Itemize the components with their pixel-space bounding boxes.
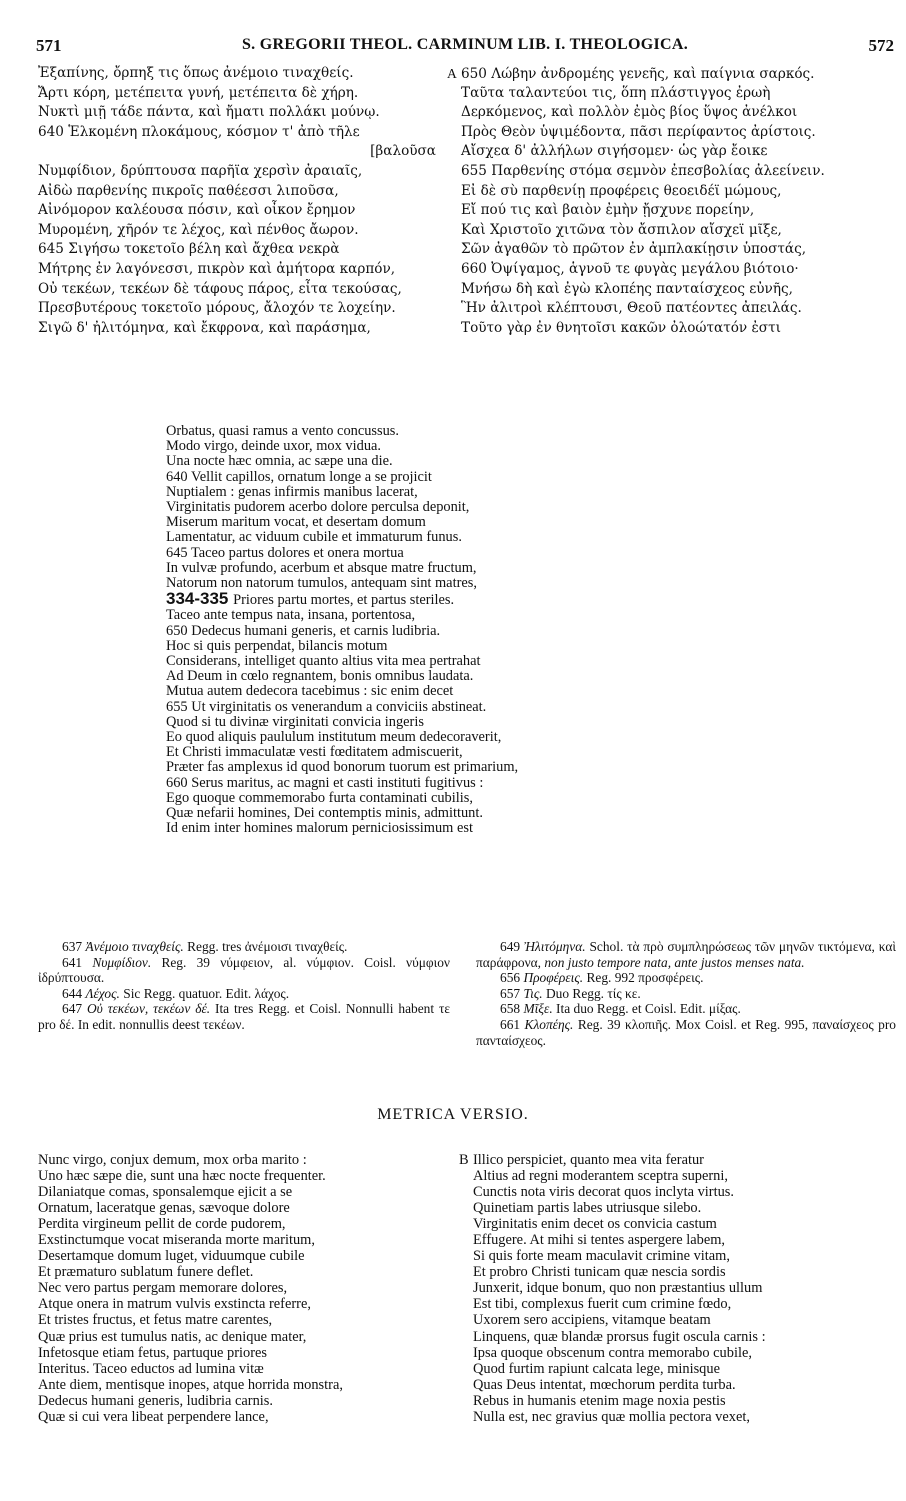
note-text: Reg. 39 νύμφειον, al. νύμφιον. Coisl. νύμφιον ἰδρύπτουσα.: [38, 954, 450, 986]
note-lemma: Μῖξε.: [523, 1001, 557, 1017]
verse-line: Uno hæc sæpe die, sunt una hæc nocte frequenter.: [38, 1168, 326, 1185]
note-lemma: Τις.: [523, 985, 546, 1001]
verse-line: [459, 1409, 899, 1425]
greek-verse-line: [38, 319, 448, 339]
line-number: 640: [166, 468, 191, 485]
latin-line: [166, 470, 766, 485]
greek-verse-text: Νυμφίδιον, δρύπτουσα παρῆϊα χερσὶν ἀραιαῖς,: [38, 162, 363, 179]
verse-text: Si quis forte meam maculavit crimine vitam,: [473, 1248, 730, 1265]
line-number: 645: [38, 241, 69, 258]
verse-text: Quas Deus intentat, mœchorum perdita turba.: [473, 1376, 736, 1393]
greek-verse-line: [38, 299, 448, 319]
latin-line: [166, 806, 766, 821]
greek-verse-line: [447, 103, 897, 123]
greek-verse-text: Σιγήσω τοκετοῖο βέλη καὶ ἄχθεα νεκρὰ: [68, 241, 340, 258]
verse-line: [459, 1312, 899, 1328]
note-line-number: 649: [500, 939, 524, 954]
critical-note: [476, 1001, 896, 1017]
verse-line: Atque onera in matrum vulvis exstincta referre,: [38, 1296, 311, 1313]
verse-text: Ipsa quoque obscenum contra memorabo cubile,: [473, 1344, 752, 1361]
greek-verse-text: Πρὸς Θεὸν ὑψιμέδοντα, πᾶσι περίφαντος ἀρίστοις.: [461, 123, 816, 140]
line-number: 640: [38, 123, 69, 140]
latin-text: Virginitatis pudorem acerbo dolore perculsa deponit,: [166, 499, 470, 516]
latin-text: In vulvæ profundo, acerbum et absque matre fructum,: [166, 559, 477, 576]
verse-text: Illico perspiciet, quanto mea vita feratur: [473, 1152, 704, 1168]
line-number: 655: [461, 162, 492, 179]
note-text: Sic Regg. quatuor. Edit. λάχος.: [123, 985, 290, 1001]
latin-text: Ad Deum in cœlo regnantem, bonis omnibus laudata.: [166, 668, 474, 685]
verse-line: [459, 1168, 899, 1184]
greek-verse-line: [38, 182, 448, 202]
greek-verse-text: Ὀψίγαμος, ἁγνοῦ τε φυγὰς μεγάλου βιότοιο·: [491, 260, 799, 277]
latin-line: [166, 439, 766, 454]
verse-line: Ante diem, mentisque inopes, atque horrida monstra,: [38, 1376, 343, 1393]
critical-note: [476, 970, 896, 986]
verse-text: Virginitatis enim decet os convicia castum: [473, 1216, 717, 1233]
verse-line: Dedecus humani generis, ludibria carnis.: [38, 1392, 273, 1409]
greek-verse-line: [38, 84, 448, 104]
note-line-number: 647: [62, 1001, 87, 1017]
latin-text: Id enim inter homines malorum perniciosissimum est: [166, 820, 473, 837]
note-text: Regg. tres ἀνέμοισι τιναχθείς.: [187, 939, 348, 954]
verse-line: Dilaniatque comas, sponsalemque ejicit a se: [38, 1184, 293, 1201]
note-line-number: 661: [500, 1016, 525, 1032]
verse-line: [459, 1345, 899, 1361]
line-number: 655: [166, 698, 192, 715]
greek-verse-text: Αἰδὼ παρθενίης πικροῖς παθέεσσι λιποῦσα,: [38, 182, 339, 199]
greek-verse-line: [447, 240, 897, 260]
greek-verse-text: Οὐ τεκέων, τεκέων δὲ τάφους πάρος, εἶτα τεκούσας,: [38, 280, 402, 297]
latin-line: [166, 561, 766, 576]
verse-text: Effugere. At mihi si tentes aspergere labem,: [473, 1232, 726, 1249]
metrica-versio-left: [38, 1152, 458, 1425]
critical-notes-right: [476, 939, 896, 1048]
latin-line: [166, 776, 766, 791]
margin-letter: B: [459, 1152, 469, 1168]
greek-verse-line: [38, 260, 448, 280]
greek-verse-line: [447, 221, 897, 241]
greek-verse-text: [βαλοῦσα: [370, 143, 436, 160]
latin-line: [166, 700, 766, 715]
verse-text: Cunctis nota viris decorat quos inclyta virtus.: [473, 1184, 734, 1201]
note-line-number: 637: [62, 939, 86, 954]
latin-text: Et Christi immaculatæ vesti fœditatem admiscuerit,: [166, 744, 463, 761]
latin-line: [166, 576, 766, 591]
greek-verse-text: Πρεσβυτέρους τοκετοῖο μόρους, ἄλοχόν τε λοχείην.: [38, 300, 396, 317]
latin-line: [166, 654, 766, 669]
verse-line: [459, 1377, 899, 1393]
latin-line: [166, 730, 766, 745]
verse-line: [459, 1216, 899, 1232]
verse-text: Nulla est, nec gravius quæ mollia pectora vexet,: [473, 1408, 750, 1425]
verse-line: Nec vero partus pergam memorare dolores,: [38, 1280, 288, 1297]
greek-verse-line: [447, 319, 897, 339]
verse-text: Altius ad regni moderantem sceptra superni,: [473, 1168, 728, 1185]
greek-verse-text: Αἰνόμορον καλέουσα πόσιν, καὶ οἶκον ἔρημον: [38, 202, 356, 219]
note-line-number: 658: [500, 1001, 524, 1017]
running-header: [36, 36, 894, 56]
greek-verse-text: Σῶν ἀγαθῶν τὸ πρῶτον ἐν ἀμπλακίῃσιν ὑποστάς,: [461, 241, 807, 258]
latin-text: Priores partu mortes, et partus steriles.: [233, 592, 455, 609]
critical-note: [38, 939, 450, 955]
line-number: 650: [166, 622, 192, 639]
verse-line: Exstinctumque vocat miseranda morte maritum,: [38, 1232, 315, 1249]
latin-line: [166, 485, 766, 500]
critical-note: [476, 986, 896, 1002]
greek-verse-line: [38, 240, 448, 260]
greek-verse-line: [38, 221, 448, 241]
greek-verse-line: [447, 182, 897, 202]
latin-line: [166, 454, 766, 469]
line-number: 660: [461, 260, 492, 277]
latin-text: Hoc si quis perpendat, bilancis motum: [166, 637, 388, 654]
verse-text: Junxerit, idque bonum, quo non præstantius ullum: [473, 1280, 763, 1297]
verse-text: Quinetiam partis labes utriusque silebo.: [473, 1200, 702, 1217]
verse-text: Et probro Christi tunicam quæ nescia sordis: [473, 1264, 726, 1281]
section-title: METRICA VERSIO.: [377, 1106, 529, 1123]
greek-verse-line: [38, 123, 448, 143]
note-lemma: Λέχος.: [85, 985, 124, 1001]
greek-verse-line: [447, 299, 897, 319]
critical-note: [476, 1017, 896, 1048]
latin-text: Serus maritus, ac magni et casti instituti fugitivus :: [191, 774, 484, 791]
verse-line: Interitus. Taceo eductos ad lumina vitæ: [38, 1360, 264, 1377]
greek-verse-text: Μνήσω δὴ καὶ ἐγὼ κλοπέης πανταίσχεος εὐνῆς,: [461, 280, 793, 297]
greek-verse-line: [38, 64, 448, 84]
verse-text: Est tibi, complexus fuerit cum crimine fœdo,: [473, 1296, 732, 1313]
latin-line: [166, 500, 766, 515]
greek-verse-line: [447, 142, 897, 162]
verse-text: Uxorem sero accipiens, vitamque beatam: [473, 1312, 711, 1329]
note-text: Reg. 39 κλοπιῆς. Mox Coisl. et Reg. 995, παναίσχεος pro πανταίσχεος.: [476, 1016, 897, 1048]
verse-line: Nunc virgo, conjux demum, mox orba marito :: [38, 1152, 307, 1168]
verse-line: Et præmaturo sublatum funere deflet.: [38, 1264, 254, 1281]
greek-verse-text: Ἣν ἀλιτροὶ κλέπτουσι, Θεοῦ πατέοντες ἀπειλάς.: [461, 300, 802, 317]
greek-text-left-column: [38, 64, 448, 338]
note-gloss: non justo tempore nata, ante justos menses nata.: [544, 954, 805, 970]
latin-line: [166, 745, 766, 760]
verse-line: Desertamque domum luget, viduumque cubile: [38, 1248, 305, 1265]
greek-verse-line: [447, 201, 897, 221]
greek-verse-line: [447, 84, 897, 104]
verse-line: Ornatum, laceratque genas, sævoque dolore: [38, 1200, 290, 1217]
verse-line: [459, 1152, 899, 1168]
note-text: Reg. 992 προσφέρεις.: [586, 970, 704, 986]
verse-line: [459, 1232, 899, 1248]
latin-text: Vellit capillos, ornatum longe a se projicit: [190, 468, 432, 485]
greek-verse-text: Παρθενίης στόμα σεμνὸν ἐπεσβολίας ἀλεείνειν.: [491, 162, 825, 179]
verse-text: Rebus in humanis etenim mage noxia pestis: [473, 1392, 726, 1409]
note-text: Ita tres Regg. et Coisl. Nonnulli habent τε pro δέ. In edit. nonnullis deest τεκέων.: [38, 1001, 450, 1032]
latin-line: [166, 821, 766, 836]
greek-verse-text: Εἴ πού τις καὶ βαιὸν ἐμὴν ᾔσχυνε πορείην,: [461, 202, 755, 219]
note-lemma: Νυμφίδιον.: [92, 954, 162, 970]
greek-verse-text: Δερκόμενος, καὶ πολλὸν ἐμὸς βίος ὕψος ἀνέλκοι: [461, 104, 798, 121]
latin-prose-translation: [166, 424, 766, 836]
critical-note: [38, 986, 450, 1002]
greek-verse-text: Ἄρτι κόρη, μετέπειτα γυνή, μετέπειτα δὲ χήρη.: [38, 84, 359, 101]
latin-line: [166, 546, 766, 561]
verse-line: [459, 1329, 899, 1345]
latin-text: Orbatus, quasi ramus a vento concussus.: [166, 423, 400, 439]
latin-text: Modo virgo, deinde uxor, mox vidua.: [166, 438, 381, 455]
migne-column-number: 334-335: [166, 589, 234, 609]
greek-verse-line: [38, 162, 448, 182]
latin-text: Præter fas amplexus id quod bonorum tuorum est primarium,: [166, 759, 519, 776]
greek-verse-line: [38, 103, 448, 123]
note-line-number: 644: [62, 985, 86, 1001]
note-lemma: Οὐ τεκέων, τεκέων δέ.: [87, 1001, 215, 1017]
verse-line: Et tristes fructus, et fetus matre carentes,: [38, 1312, 273, 1329]
latin-line: [166, 424, 766, 439]
page-number-left: 571: [36, 36, 62, 55]
verse-line: [459, 1248, 899, 1264]
verse-line: [459, 1296, 899, 1312]
note-line-number: 641: [62, 954, 93, 970]
latin-text: Taceo ante tempus nata, insana, portentosa,: [166, 607, 416, 624]
verse-line: [459, 1264, 899, 1280]
greek-verse-text: Αἴσχεα δ' ἀλλήλων σιγήσομεν· ὡς γὰρ ἔοικε: [461, 143, 768, 160]
verse-line: [459, 1393, 899, 1409]
latin-text: Nuptialem : genas infirmis manibus lacerat,: [166, 483, 418, 500]
note-lemma: Ἠλιτόμηνα.: [523, 939, 590, 954]
latin-text: Dedecus humani generis, et carnis ludibria.: [191, 622, 441, 639]
verse-line: Quæ si cui vera libeat perpendere lance,: [38, 1408, 269, 1425]
latin-line: [166, 639, 766, 654]
verse-line: [459, 1184, 899, 1200]
line-number: 650: [461, 66, 492, 82]
latin-line: [166, 608, 766, 623]
critical-note: [476, 939, 896, 970]
greek-verse-text: Νυκτὶ μιῇ τάδε πάντα, καὶ ἤματι πολλάκι μούνῳ.: [38, 104, 380, 121]
latin-text: Taceo partus dolores et onera mortua: [190, 544, 404, 561]
page-number-right: 572: [868, 36, 894, 55]
critical-note: [38, 955, 450, 986]
verse-line: Infetosque etiam fetus, partuque priores: [38, 1344, 267, 1361]
greek-verse-text: Μυρομένη, χῆρόν τε λέχος, καὶ πένθος ἄωρον.: [38, 221, 359, 238]
note-text: Ita duo Regg. et Coisl. Edit. μίξας.: [556, 1001, 741, 1017]
line-number: 660: [166, 774, 192, 791]
verse-line: [459, 1280, 899, 1296]
greek-verse-text: Ἐξαπίνης, ὄρπηξ τις ὅπως ἀνέμοιο τιναχθείς.: [38, 65, 354, 81]
latin-text: Ut virginitatis os venerandum a conviciis abstineat.: [191, 698, 487, 715]
greek-verse-text: Ταῦτα ταλαντεύοι τις, ὅπη πλάστιγγος ἐρωὴ: [461, 84, 771, 101]
latin-text: Una nocte hæc omnia, ac sæpe una die.: [166, 453, 393, 470]
latin-line: [166, 760, 766, 775]
latin-text: Mutua autem dedecora tacebimus : sic enim decet: [166, 683, 454, 700]
latin-line: [166, 591, 766, 608]
verse-line: [459, 1361, 899, 1377]
note-text: Duo Regg. τίς κε.: [546, 985, 641, 1001]
latin-line: [166, 624, 766, 639]
latin-text: Considerans, intelliget quanto altius vita mea pertrahat: [166, 653, 481, 670]
note-lemma: Προφέρεις.: [523, 970, 587, 986]
margin-letter: A: [447, 66, 457, 81]
greek-verse-text: Εἰ δὲ σὺ παρθενίῃ προφέρεις θεοειδέϊ μώμους,: [461, 182, 782, 199]
greek-verse-line: [447, 64, 897, 84]
latin-line: [166, 530, 766, 545]
verse-text: Linquens, quæ blandæ prorsus fugit oscula carnis :: [473, 1328, 766, 1345]
latin-line: [166, 684, 766, 699]
greek-verse-text: Ἑλκομένη πλοκάμους, κόσμον τ' ἀπὸ τῆλε: [68, 123, 360, 140]
line-number: 645: [166, 544, 191, 561]
note-text: Schol. τὰ πρὸ συμπληρώσεως τῶν μηνῶν τικτόμενα, καὶ παράφρονα,: [476, 939, 896, 970]
note-lemma: Κλοπέης.: [524, 1016, 578, 1032]
greek-verse-text: Καὶ Χριστοῖο χιτῶνα τὸν ἄσπιλον αἴσχεϊ μῖξε,: [461, 221, 782, 238]
critical-notes-left: [38, 939, 450, 1033]
metrica-versio-right: [459, 1152, 899, 1425]
latin-text: Lamentatur, ac viduum cubile et immaturum funus.: [166, 529, 462, 546]
greek-verse-text: Τοῦτο γὰρ ἐν θνητοῖσι κακῶν ὀλοώτατόν ἐστι: [461, 319, 781, 336]
latin-text: Eo quod aliquis paululum institutum meum dedecoraverit,: [166, 729, 502, 746]
latin-text: Quæ nefarii homines, Dei contemptis minis, admittunt.: [166, 805, 483, 822]
greek-verse-line: [38, 142, 448, 162]
latin-line: [166, 669, 766, 684]
note-lemma: Ἀνέμοιο τιναχθείς.: [85, 939, 188, 954]
verse-line: Perdita virgineum pellit de corde pudorem,: [38, 1216, 286, 1233]
greek-verse-line: [447, 162, 897, 182]
verse-line: [459, 1200, 899, 1216]
greek-verse-text: Μήτρης ἐν λαγόνεσσι, πικρὸν καὶ ἀμήτορα καρπόν,: [38, 260, 396, 277]
latin-line: [166, 715, 766, 730]
greek-verse-line: [447, 260, 897, 280]
latin-line: [166, 515, 766, 530]
greek-verse-line: [38, 201, 448, 221]
greek-verse-line: [447, 280, 897, 300]
critical-note: [38, 1001, 450, 1032]
note-line-number: 657: [500, 985, 524, 1001]
verse-line: Quæ prius est tumulus natis, ac denique mater,: [38, 1328, 307, 1345]
note-line-number: 656: [500, 970, 524, 986]
verse-text: Quod furtim rapiunt calcata lege, minisque: [473, 1360, 720, 1377]
latin-text: Quod si tu divinæ virginitati convicia ingeris: [166, 713, 424, 730]
greek-verse-text: Λώβην ἀνδρομέης γενεῆς, καὶ παίγνια σαρκός.: [491, 66, 815, 82]
greek-verse-text: Σιγῶ δ' ἠλιτόμηνα, καὶ ἔκφρονα, καὶ παράσημα,: [38, 319, 371, 336]
latin-text: Miserum maritum vocat, et desertam domum: [166, 514, 426, 531]
greek-verse-line: [38, 280, 448, 300]
greek-verse-line: [447, 123, 897, 143]
latin-line: [166, 791, 766, 806]
latin-text: Ego quoque commemorabo furta contaminati cubilis,: [166, 789, 473, 806]
greek-text-right-column: [447, 64, 897, 338]
running-title: S. GREGORII THEOL. CARMINUM LIB. I. THEOLOGICA.: [241, 36, 689, 53]
latin-text: Natorum non natorum tumulos, antequam sint matres,: [166, 575, 477, 592]
